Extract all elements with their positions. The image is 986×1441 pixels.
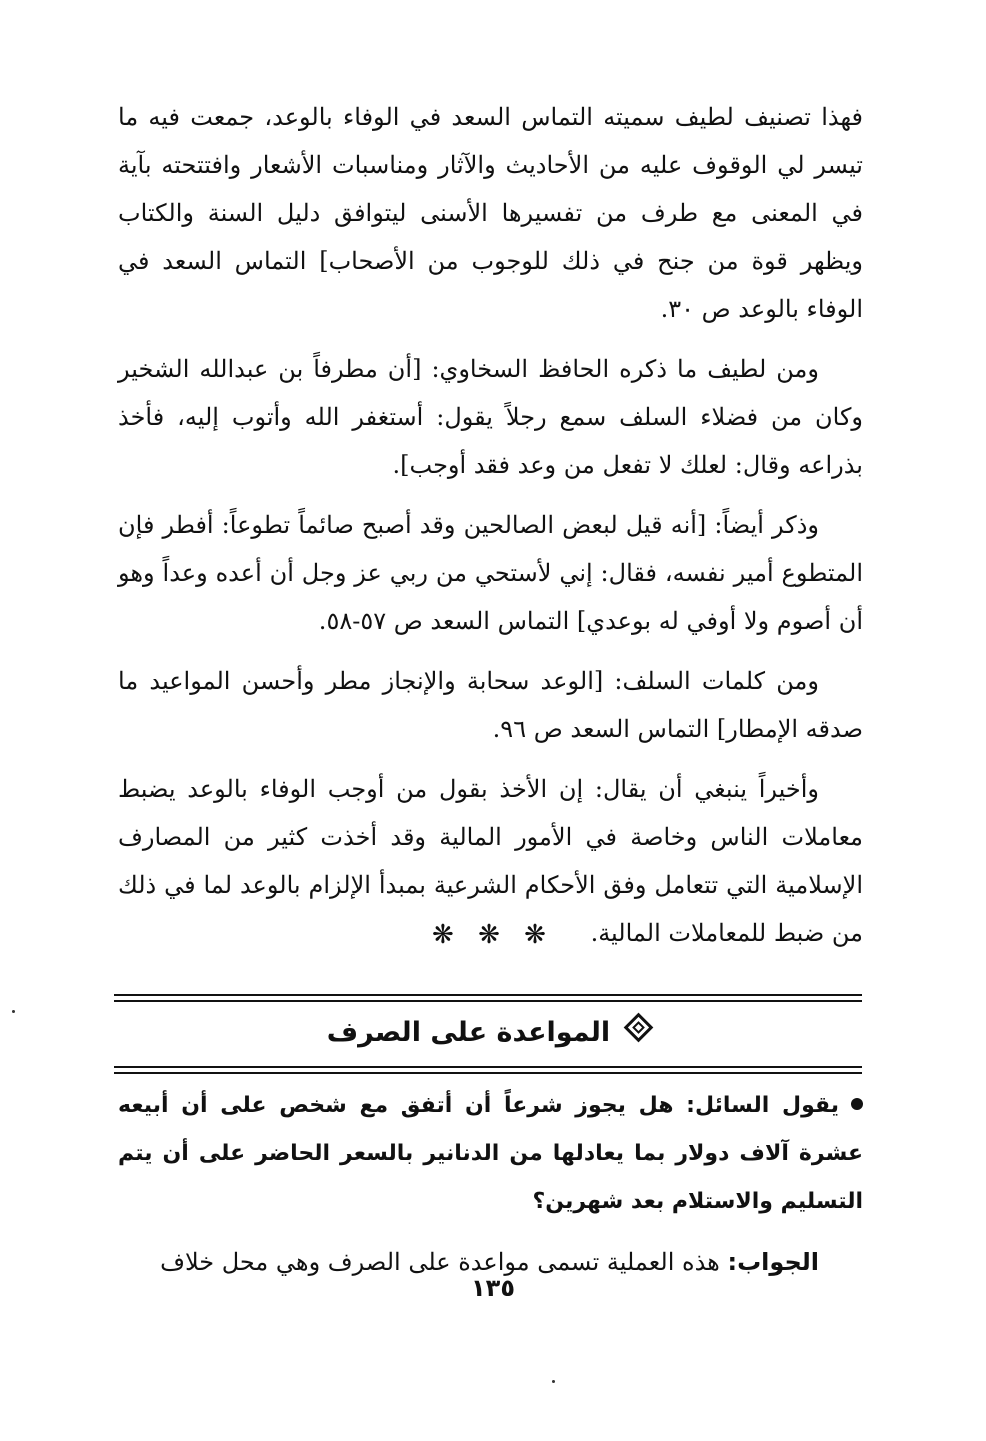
section-heading	[114, 1004, 862, 1062]
heading-rule-bottom-outer	[114, 1072, 862, 1074]
question	[118, 1082, 863, 1226]
answer-text: هذه العملية تسمى مواعدة على الصرف وهي محل خلاف	[160, 1248, 720, 1276]
body-text	[118, 93, 863, 969]
page-number: ١٣٥	[471, 1274, 515, 1302]
scan-speck	[552, 1380, 555, 1383]
paragraph-conclusion: وأخيراً ينبغي أن يقال: إن الأخذ بقول من أوجب الوفاء بالوعد يضبط معاملات الناس وخاصة في الأمور المالية وقد أخذت كثير من المصارف الإسلامية التي تتعامل وفق الأحكام الشرعية بمبدأ الإلزام بالوعد لما في ذلك من ضبط للمعاملات المالية.	[118, 775, 863, 947]
paragraph-salaf-words: ومن كلمات السلف: [الوعد سحابة والإنجاز مطر وأحسن المواعيد ما صدقه الإمطار] التماس السعد ص ٩٦.	[118, 667, 863, 743]
scan-speck	[12, 1010, 15, 1013]
heading-rule-top-inner	[114, 1000, 862, 1002]
paragraph-sakhawi: ومن لطيف ما ذكره الحافظ السخاوي: [أن مطرفاً بن عبدالله الشخير وكان من فضلاء السلف سمع رجلاً يقول: أستغفر الله وأتوب إليه، فأخذ بذراعه وقال: لعلك لا تفعل من وعد فقد أوجب].	[118, 355, 863, 479]
section-heading-text: المواعدة على الصرف	[326, 1017, 611, 1048]
qa-block	[118, 1082, 863, 1298]
section-separator: ❋ ❋ ❋	[432, 920, 554, 950]
paragraph-intro: فهذا تصنيف لطيف سميته التماس السعد في الوفاء بالوعد، جمعت فيه ما تيسر لي الوقوف عليه من الأحاديث والآثار ومناسبات الأشعار وافتتحته بآية في المعنى مع طرف من تفسيرها الأسنى ليتوافق دليل السنة والكتاب ويظهر قوة من جنح في ذلك للوجوب من الأصحاب] التماس السعد في الوفاء بالوعد ص ٣٠.	[118, 103, 863, 323]
answer-label: الجواب:	[727, 1248, 819, 1276]
diamond-icon	[624, 1013, 654, 1043]
paragraph-fasting: وذكر أيضاً: [أنه قيل لبعض الصالحين وقد أصبح صائماً تطوعاً: أفطر فإن المتطوع أمير نفسه، فقال: إني لأستحي من ربي عز وجل أن أعده وعداً وهو أن أصوم ولا أوفي له بوعدي] التماس السعد ص ٥٧-٥٨.	[118, 511, 863, 635]
heading-rule-bottom-inner	[114, 1066, 862, 1068]
bullet-icon	[851, 1098, 863, 1110]
question-text: يقول السائل: هل يجوز شرعاً أن أتفق مع شخص على أن أبيعه عشرة آلاف دولار بما يعادلها من الدنانير بالسعر الحاضر على أن يتم التسليم والاستلام بعد شهرين؟	[118, 1093, 863, 1214]
heading-rule-top-outer	[114, 994, 862, 996]
